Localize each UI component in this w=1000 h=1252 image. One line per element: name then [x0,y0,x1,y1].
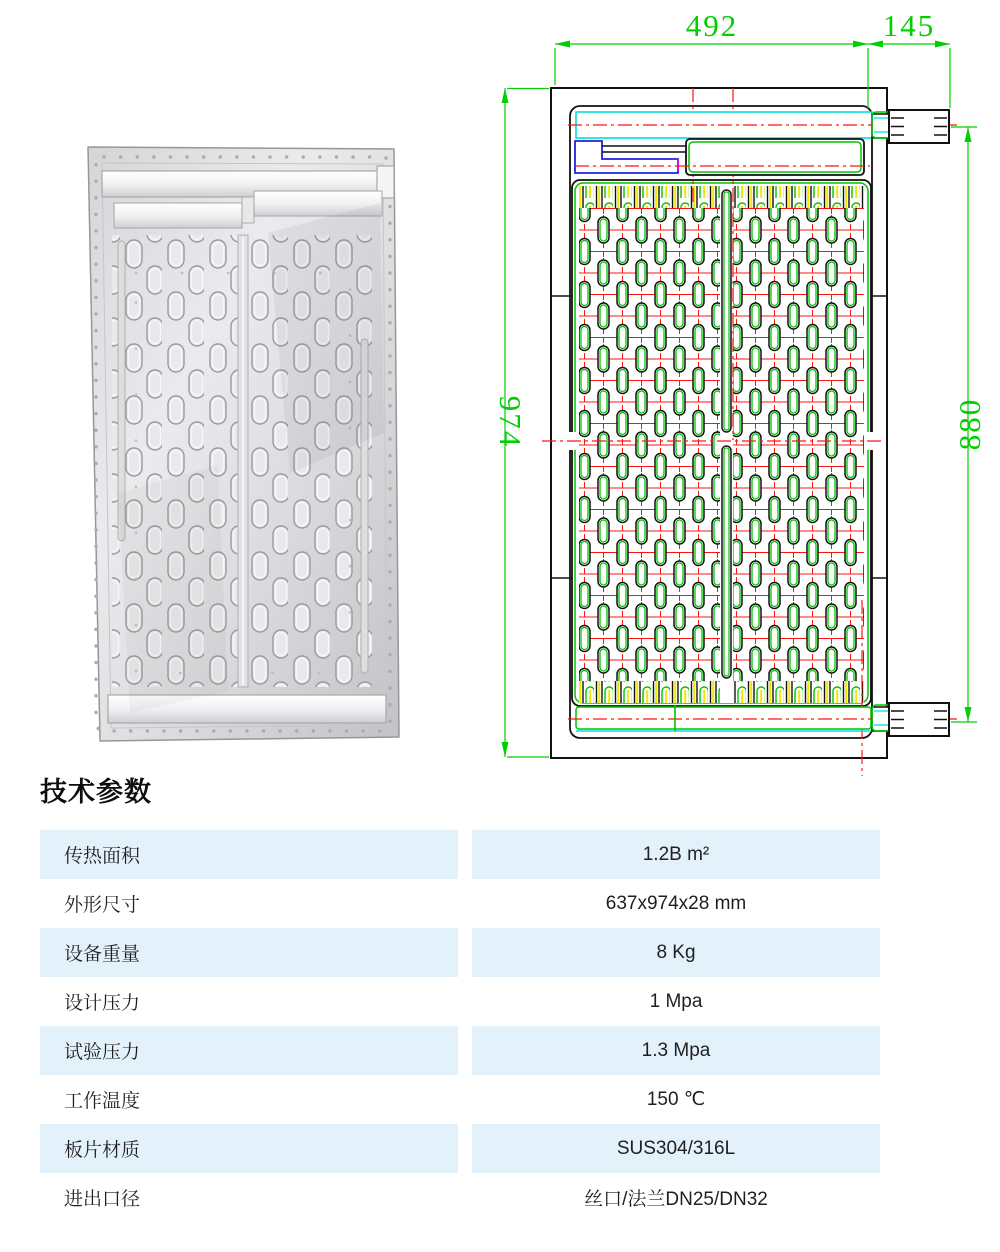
spec-value: 1.2B m² [472,830,880,879]
dim-label-145: 145 [882,8,936,43]
spec-value: 637x974x28 mm [605,892,747,914]
spec-row [40,977,880,1026]
spec-label: 设备重量 [40,928,458,977]
green-channel-bottom [576,707,871,729]
spec-label: 设计压力 [64,993,141,1014]
nozzle-top [872,110,949,143]
nozzle-bottom [872,703,949,736]
dim-label-880: 880 [952,397,987,451]
dimension-974 [493,88,549,757]
spec-gap [458,1075,472,1124]
product-photo-svg [78,133,408,748]
spec-gap [458,830,472,879]
spec-row [40,879,880,928]
dimple-field [542,88,882,776]
spec-table [40,830,880,1222]
spec-label: 传热面积 [40,830,458,879]
product-photo [78,133,408,748]
spec-gap [458,977,472,1026]
cad-drawing-svg [480,0,1000,780]
spec-gap [458,1173,472,1222]
spec-gap [458,1124,472,1173]
spec-label: 板片材质 [40,1124,458,1173]
spec-label: 进出口径 [64,1189,141,1210]
spec-label: 外形尺寸 [64,895,141,916]
spec-value: 150 ℃ [646,1089,706,1110]
plate-photo-body [88,147,399,741]
spec-row [40,1173,880,1222]
spec-gap [458,1026,472,1075]
spec-value: 1 Mpa [649,990,703,1012]
spec-row [40,1026,880,1075]
spec-value: 1.3 Mpa [472,1026,880,1075]
dimension-880 [951,127,987,722]
spec-value: 8 Kg [472,928,880,977]
dim-label-974: 974 [493,395,528,449]
spec-label: 试验压力 [40,1026,458,1075]
spec-row [40,1075,880,1124]
spec-row [40,928,880,977]
dim-label-492: 492 [685,8,739,43]
spec-value: SUS304/316L [472,1124,880,1173]
spec-row [40,1124,880,1173]
spec-value: 丝口/法兰DN25/DN32 [584,1189,768,1210]
cad-drawing [480,0,1000,780]
spec-row [40,830,880,879]
spec-label: 工作温度 [64,1091,141,1112]
spec-gap [458,928,472,977]
spec-gap [458,879,472,928]
section-title: 技术参数 [40,777,152,807]
